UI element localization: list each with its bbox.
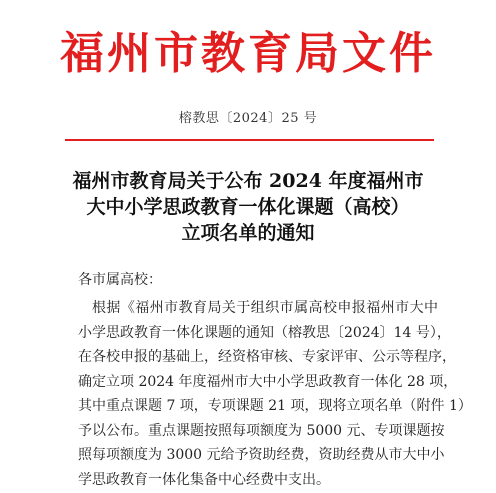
red-divider-line — [65, 139, 434, 141]
body-line: 其中重点课题 7 项，专项课题 21 项，现将立项名单（附件 1） — [78, 398, 472, 414]
document-number: 榕教思〔2024〕25 号 — [178, 111, 318, 126]
body-paragraph — [78, 296, 472, 492]
body-line: 根据《福州市教育局关于组织市属高校申报福州市大中 — [92, 300, 438, 316]
body-line: 学思政教育一体化集备中心经费中支出。 — [78, 471, 330, 488]
notice-title-line: 立项名单的通知 — [181, 222, 315, 244]
notice-title-line: 大中小学思政教育一体化课题（高校） — [86, 196, 410, 218]
notice-title-line: 福州市教育局关于公布 2024 年度福州市 — [72, 170, 424, 192]
document-header-title: 福州市教育局文件 — [60, 28, 436, 79]
body-line: 照每项额度为 3000 元给予资助经费，资助经费从市大中小 — [78, 447, 445, 463]
body-line: 确定立项 2024 年度福州市大中小学思政教育一体化 28 项， — [78, 373, 458, 390]
salutation: 各市属高校： — [78, 272, 162, 288]
body-line: 予以公布。重点课题按照每项额度为 5000 元、专项课题按 — [78, 422, 445, 439]
body-line: 在各校申报的基础上，经资格审核、专家评审、公示等程序， — [78, 349, 456, 365]
body-line: 小学思政教育一体化课题的通知（榕教思〔2024〕14 号）， — [78, 324, 451, 341]
notice-title — [0, 168, 496, 246]
